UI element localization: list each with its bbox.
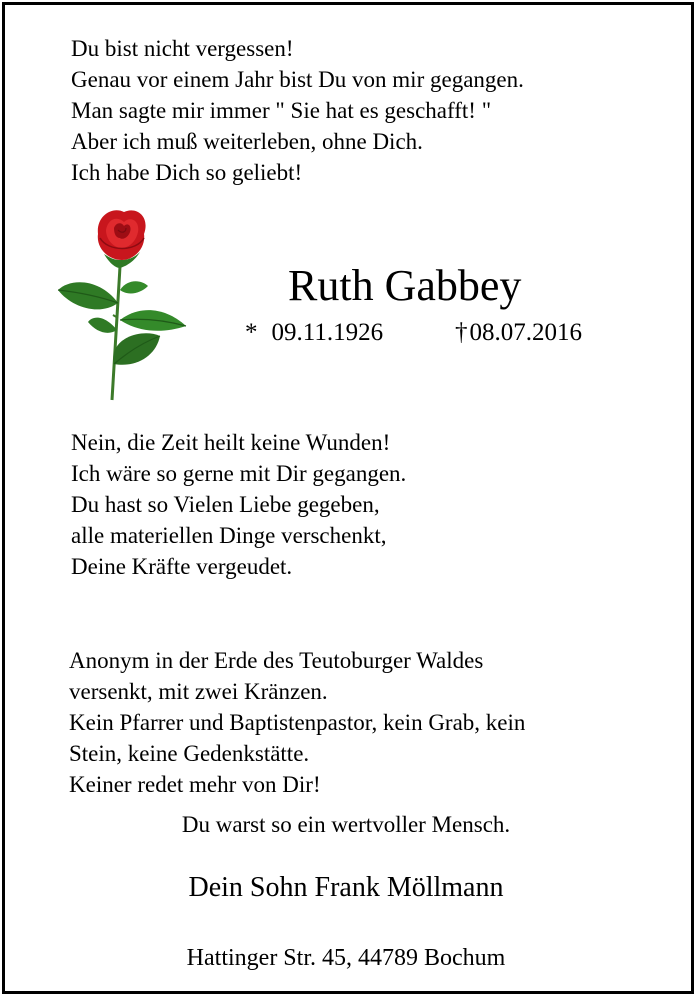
- poem-line: alle materiellen Dinge verschenkt,: [71, 523, 387, 548]
- birth-symbol: *: [245, 319, 258, 346]
- poem-line: Stein, keine Gedenkstätte.: [69, 741, 310, 766]
- poem-line: Du hast so Vielen Liebe gegeben,: [71, 492, 380, 517]
- poem-line: Aber ich muß weiterleben, ohne Dich.: [71, 129, 423, 154]
- opening-poem: [71, 33, 524, 188]
- address: Hattinger Str. 45, 44789 Bochum: [186, 945, 506, 971]
- closing-line: Du warst so ein wertvoller Mensch.: [181, 812, 511, 837]
- poem-line: Deine Kräfte vergeudet.: [71, 554, 293, 579]
- deceased-name: Ruth Gabbey: [288, 261, 522, 310]
- poem-line: versenkt, mit zwei Kränzen.: [69, 679, 328, 704]
- birth-date-value: 09.11.1926: [271, 319, 384, 346]
- death-symbol: †: [455, 319, 468, 346]
- poem-line: Ich wäre so gerne mit Dir gegangen.: [71, 461, 407, 486]
- poem-line: Anonym in der Erde des Teutoburger Waldes: [69, 648, 484, 673]
- poem-line: Keiner redet mehr von Dir!: [69, 772, 321, 797]
- poem-line: Ich habe Dich so geliebt!: [71, 160, 303, 185]
- poem-line: Kein Pfarrer und Baptistenpastor, kein Grab, kein: [69, 710, 526, 735]
- closing-poem: [69, 645, 525, 800]
- signature: Dein Sohn Frank Möllmann: [188, 872, 504, 903]
- birth-date: [245, 318, 383, 348]
- death-date-value: 08.07.2016: [469, 319, 582, 346]
- middle-poem: [71, 427, 406, 582]
- poem-line: Genau vor einem Jahr bist Du von mir gegangen.: [71, 67, 524, 92]
- poem-line: Du bist nicht vergessen!: [71, 36, 294, 61]
- death-date: [455, 318, 582, 348]
- red-rose-icon: [52, 208, 192, 403]
- poem-line: Man sagte mir immer " Sie hat es geschafft! ": [71, 98, 492, 123]
- poem-line: Nein, die Zeit heilt keine Wunden!: [71, 430, 391, 455]
